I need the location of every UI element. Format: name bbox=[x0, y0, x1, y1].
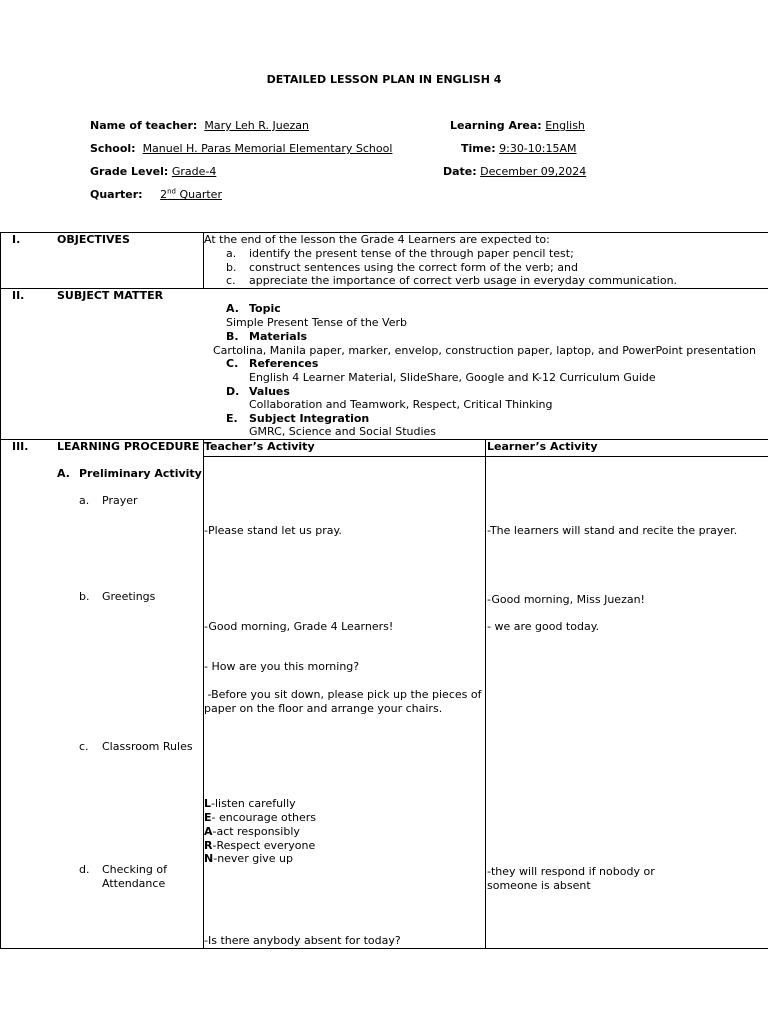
attendance-letter: d. bbox=[79, 863, 90, 876]
learning-area-value: English bbox=[545, 119, 585, 132]
teacher-absent-text: -Is there anybody absent for today? bbox=[204, 934, 401, 947]
greetings-label: Greetings bbox=[102, 590, 156, 603]
teacher-label: Name of teacher: bbox=[90, 119, 198, 132]
references-value: English 4 Learner Material, SlideShare, Google and K-12 Curriculum Guide bbox=[249, 371, 656, 384]
school-value: Manuel H. Paras Memorial Elementary School bbox=[142, 142, 393, 155]
date-label: Date: bbox=[443, 165, 477, 178]
objective-item-a: identify the present tense of the through paper pencil test; bbox=[249, 247, 574, 260]
grade-value: Grade-4 bbox=[171, 165, 217, 178]
teacher-how-text: - How are you this morning? bbox=[204, 660, 360, 673]
section-2-number: II. bbox=[12, 289, 25, 302]
grade-label: Grade Level: bbox=[90, 165, 169, 178]
table-border-bottom bbox=[0, 948, 768, 949]
objectives-heading: OBJECTIVES bbox=[57, 233, 130, 246]
learning-area-field bbox=[450, 119, 585, 132]
prayer-letter: a. bbox=[79, 494, 90, 507]
objective-item-b-letter: b. bbox=[226, 261, 237, 274]
topic-value: Simple Present Tense of the Verb bbox=[226, 316, 408, 329]
quarter-label: Quarter: bbox=[90, 188, 143, 201]
learner-absent-text-line-2: someone is absent bbox=[487, 879, 591, 892]
learning-area-label: Learning Area: bbox=[450, 119, 542, 132]
school-label: School: bbox=[90, 142, 136, 155]
learner-activity-header: Learner’s Activity bbox=[487, 440, 598, 453]
teacher-greeting-text: -Good morning, Grade 4 Learners! bbox=[204, 620, 394, 633]
objectives-intro: At the end of the lesson the Grade 4 Learners are expected to: bbox=[204, 233, 550, 246]
preliminary-activity-heading: Preliminary Activity bbox=[79, 467, 202, 480]
topic-letter: A. bbox=[226, 302, 239, 315]
objective-item-b: construct sentences using the correct form of the verb; and bbox=[249, 261, 578, 274]
integration-label: Subject Integration bbox=[249, 412, 370, 425]
attendance-label-line-1: Checking of bbox=[102, 863, 167, 876]
objective-item-c: appreciate the importance of correct verb usage in everyday communication. bbox=[249, 274, 678, 287]
rule-r: R-Respect everyone bbox=[204, 839, 316, 852]
materials-letter: B. bbox=[226, 330, 239, 343]
section-3-number: III. bbox=[12, 440, 29, 453]
materials-value: Cartolina, Manila paper, marker, envelop, construction paper, laptop, and PowerPoint presentation bbox=[213, 344, 756, 357]
grade-field bbox=[90, 165, 216, 178]
greetings-letter: b. bbox=[79, 590, 90, 603]
integration-letter: E. bbox=[226, 412, 238, 425]
table-border-left bbox=[0, 232, 1, 949]
rule-e: E- encourage others bbox=[204, 811, 317, 824]
rule-a: A-act responsibly bbox=[204, 825, 300, 838]
values-label: Values bbox=[249, 385, 290, 398]
materials-label: Materials bbox=[249, 330, 308, 343]
references-letter: C. bbox=[226, 357, 239, 370]
preliminary-letter: A. bbox=[57, 467, 70, 480]
learning-procedure-heading: LEARNING PROCEDURE bbox=[57, 440, 200, 453]
teacher-before-text-line-2: paper on the floor and arrange your chairs. bbox=[204, 702, 443, 715]
learner-good-text: - we are good today. bbox=[487, 620, 600, 633]
teacher-value: Mary Leh R. Juezan bbox=[204, 119, 309, 132]
time-label: Time: bbox=[461, 142, 496, 155]
learner-greeting-text: -Good morning, Miss Juezan! bbox=[487, 593, 645, 606]
objective-item-c-letter: c. bbox=[226, 274, 236, 287]
subject-matter-heading: SUBJECT MATTER bbox=[57, 289, 164, 302]
topic-label: Topic bbox=[249, 302, 281, 315]
section-1-number: I. bbox=[12, 233, 21, 246]
document-title: DETAILED LESSON PLAN IN ENGLISH 4 bbox=[266, 73, 502, 86]
references-label: References bbox=[249, 357, 319, 370]
classroom-rules-label: Classroom Rules bbox=[102, 740, 193, 753]
integration-value: GMRC, Science and Social Studies bbox=[249, 425, 437, 438]
prayer-label: Prayer bbox=[102, 494, 138, 507]
col-divider-c bbox=[485, 439, 486, 949]
learner-absent-text-line-1: -they will respond if nobody or bbox=[487, 865, 655, 878]
teacher-before-text-line-1: -Before you sit down, please pick up the pieces of bbox=[204, 688, 482, 701]
attendance-label-line-2: Attendance bbox=[102, 877, 166, 890]
classroom-rules-letter: c. bbox=[79, 740, 89, 753]
values-value: Collaboration and Teamwork, Respect, Critical Thinking bbox=[249, 398, 553, 411]
time-value: 9:30-10:15AM bbox=[499, 142, 577, 155]
date-field bbox=[443, 165, 586, 178]
learner-prayer-text: -The learners will stand and recite the prayer. bbox=[487, 524, 738, 537]
rule-l: L-listen carefully bbox=[204, 797, 296, 810]
date-value: December 09,2024 bbox=[480, 165, 587, 178]
rule-n: N-never give up bbox=[204, 852, 293, 865]
quarter-value: 2nd Quarter bbox=[160, 187, 222, 201]
time-field bbox=[461, 142, 577, 155]
teacher-activity-header: Teacher’s Activity bbox=[204, 440, 315, 453]
objective-item-a-letter: a. bbox=[226, 247, 237, 260]
quarter-field bbox=[90, 188, 222, 201]
teacher-prayer-text: -Please stand let us pray. bbox=[204, 524, 342, 537]
values-letter: D. bbox=[226, 385, 240, 398]
school-field bbox=[90, 142, 392, 155]
teacher-field bbox=[90, 119, 309, 132]
